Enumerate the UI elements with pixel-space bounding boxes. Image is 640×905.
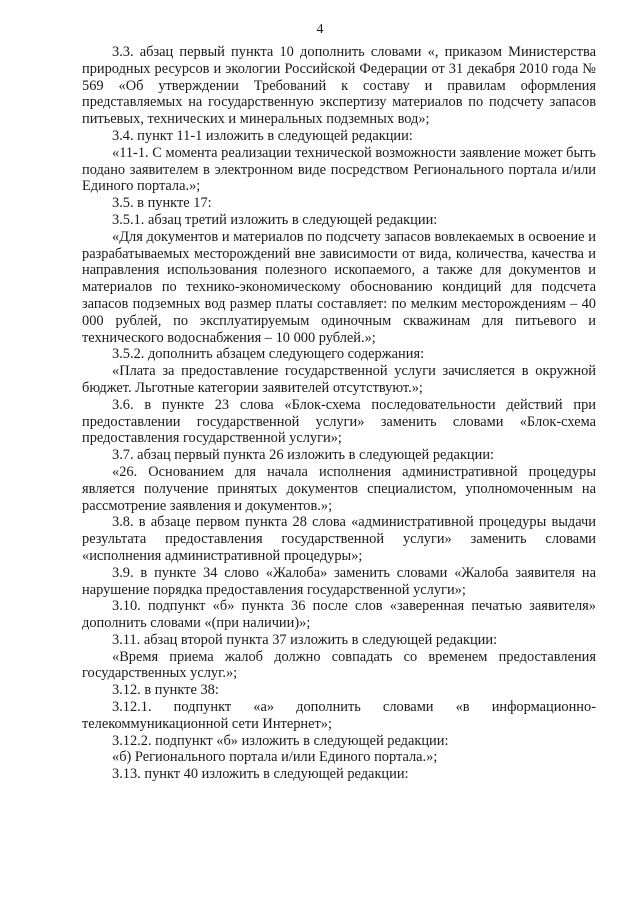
- paragraph-11-1-text: «11-1. С момента реализации технической возможности заявление может быть подано заявителем в электронном виде посредством Регионального портала и/или Единого портала.»;: [82, 144, 596, 195]
- paragraph-3-11: 3.11. абзац второй пункта 37 изложить в следующей редакции:: [112, 631, 498, 648]
- paragraph-3-4: 3.4. пункт 11-1 изложить в следующей редакции:: [112, 127, 413, 144]
- paragraph-3-13: 3.13. пункт 40 изложить в следующей редакции:: [112, 766, 409, 783]
- paragraph-3-7: 3.7. абзац первый пункта 26 изложить в следующей редакции:: [112, 447, 495, 464]
- paragraph-3-12-1: 3.12.1. подпункт «а» дополнить словами «в информационно-телекоммуникационной сети Интернет»;: [82, 699, 596, 732]
- document-body: [82, 44, 596, 783]
- paragraph-3-8: 3.8. в абзаце первом пункта 28 слова «административной процедуры выдачи результата предоставления государственной услуги» заменить словами «исполнения административной процедуры»;: [82, 514, 596, 564]
- paragraph-budget-text: «Плата за предоставление государственной услуги зачисляется в окружной бюджет. Льготные категории заявителей отсутствуют.»;: [82, 363, 596, 396]
- paragraph-3-12: 3.12. в пункте 38:: [112, 682, 219, 699]
- paragraph-3-10: 3.10. подпункт «б» пункта 36 после слов «заверенная печатью заявителя» дополнить словами «(при наличии)»;: [82, 598, 596, 632]
- page-number: 4: [316, 22, 324, 37]
- paragraph-3-9: 3.9. в пункте 34 слово «Жалоба» заменить словами «Жалоба заявителя на нарушение порядка предоставления государственной услуги»;: [82, 564, 596, 598]
- paragraph-3-5-2: 3.5.2. дополнить абзацем следующего содержания:: [112, 346, 425, 363]
- paragraph-3-12-2: 3.12.2. подпункт «б» изложить в следующей редакции:: [112, 732, 449, 749]
- paragraph-complaint-time-text: «Время приема жалоб должно совпадать со временем предоставления государственных услуг.»;: [82, 648, 596, 682]
- paragraph-26-text: «26. Основанием для начала исполнения административной процедуры является получение принятых документов специалистом, уполномоченным на рассмотрение заявления и документов.»;: [82, 463, 596, 514]
- paragraph-fee-text: «Для документов и материалов по подсчету запасов вовлекаемых в освоение и разрабатываемых месторождений вне зависимости от вида, количества, качества и направления использования полезного ископаемого, а также для документов и материалов по технико-экономическому обоснованию кондиций для подсчета запасов подземных вод размер платы составляет: по мелким месторождениям – 40 000 рублей, по эксплуатируемым одиночным скважинам для питьевого и технического водоснабжения – 10 000 рублей.»;: [82, 228, 596, 346]
- paragraph-3-3: 3.3. абзац первый пункта 10 дополнить словами «, приказом Министерства природных ресурсов и экологии Российской Федерации от 31 декабря 2010 года № 569 «Об утверждении Требований к составу и правилам оформления представляемых на государственную экспертизу материалов по подсчету запасов питьевых, технических и минеральных подземных вод»;: [82, 44, 596, 128]
- paragraph-3-6: 3.6. в пункте 23 слова «Блок-схема последовательности действий при предоставлении государственной услуги» заменить словами «Блок-схема предоставления государственной услуги»;: [82, 396, 596, 447]
- paragraph-portal-text: «б) Регионального портала и/или Единого портала.»;: [112, 749, 438, 766]
- paragraph-3-5: 3.5. в пункте 17:: [112, 195, 212, 212]
- paragraph-3-5-1: 3.5.1. абзац третий изложить в следующей редакции:: [112, 211, 438, 228]
